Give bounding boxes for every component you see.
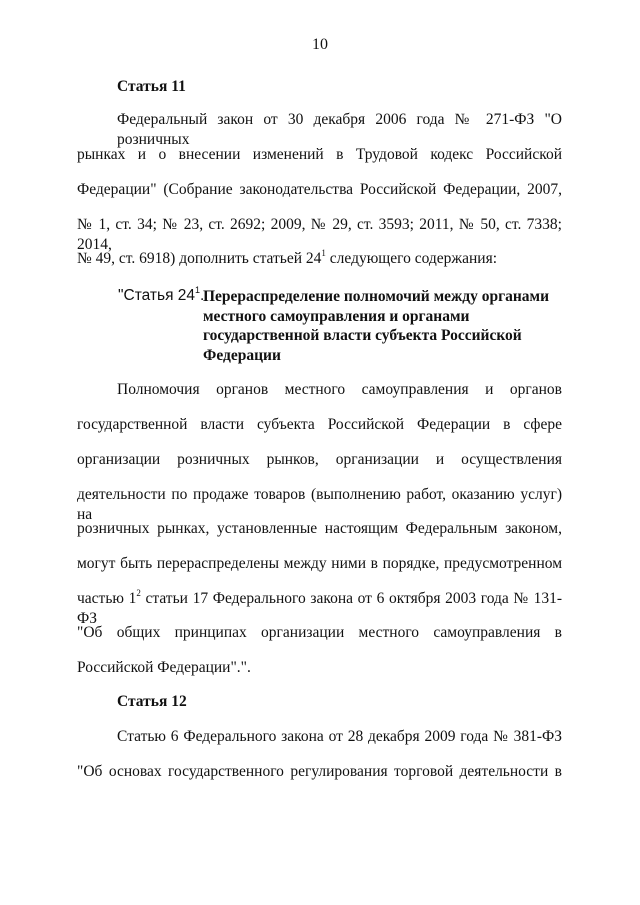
article-24-1-body-line-1: Полномочия органов местного самоуправления и органов	[117, 381, 562, 398]
article-24-1-body-line-8: "Об общих принципах организации местного самоуправления в	[77, 624, 562, 641]
article-11-line-1: Федеральный закон от 30 декабря 2006 года № 271-ФЗ "О розничных	[117, 111, 562, 148]
article-24-1-body-line-9: Российской Федерации".".	[77, 659, 251, 676]
article-24-1-body-line-4: деятельности по продаже товаров (выполнению работ, оказанию услуг) на	[77, 486, 562, 523]
article-24-1-title-line: Перераспределение полномочий между органами	[203, 288, 550, 305]
article-24-1-title-line: государственной власти субъекта Российской	[203, 327, 522, 344]
article-24-1-title-line: местного самоуправления и органами	[203, 307, 470, 325]
article-11-heading: Статья 11	[117, 78, 186, 95]
article-12-line-2: "Об основах государственного регулирования торговой деятельности в	[77, 763, 562, 780]
article-24-1-body-line-2: государственной власти субъекта Российской Федерации в сфере	[77, 416, 562, 433]
article-24-1-title	[203, 287, 563, 365]
article-24-1-body-line-5: розничных рынках, установленные настоящим Федеральным законом,	[77, 520, 562, 537]
article-24-1-body-line-3: организации розничных рынков, организации и осуществления	[77, 451, 562, 468]
article-11-line-5: № 49, ст. 6918) дополнить статьей $24^1$ следующего содержания:	[77, 248, 498, 267]
article-24-1-label: "Статья $24^1$.	[118, 285, 205, 304]
article-11-line-4: № 1, ст. 34; № 23, ст. 2692; 2009, № 29, ст. 3593; 2011, № 50, ст. 7338; 2014,	[77, 216, 562, 253]
page-number: 10	[312, 36, 328, 53]
article-12-line-1: Статью 6 Федерального закона от 28 декабря 2009 года № 381-ФЗ	[117, 728, 562, 745]
article-12-heading: Статья 12	[117, 693, 187, 710]
article-11-line-3: Федерации" (Собрание законодательства Российской Федерации, 2007,	[77, 181, 562, 198]
article-24-1-body-line-6: могут быть перераспределены между ними в порядке, предусмотренном	[77, 555, 562, 572]
article-11-line-2: рынках и о внесении изменений в Трудовой кодекс Российской	[77, 146, 562, 163]
article-24-1-body-line-7: частью $1^2$ статьи 17 Федерального закона от 6 октября 2003 года № 131-ФЗ	[77, 588, 562, 627]
article-24-1-title-line: Федерации	[203, 346, 281, 364]
